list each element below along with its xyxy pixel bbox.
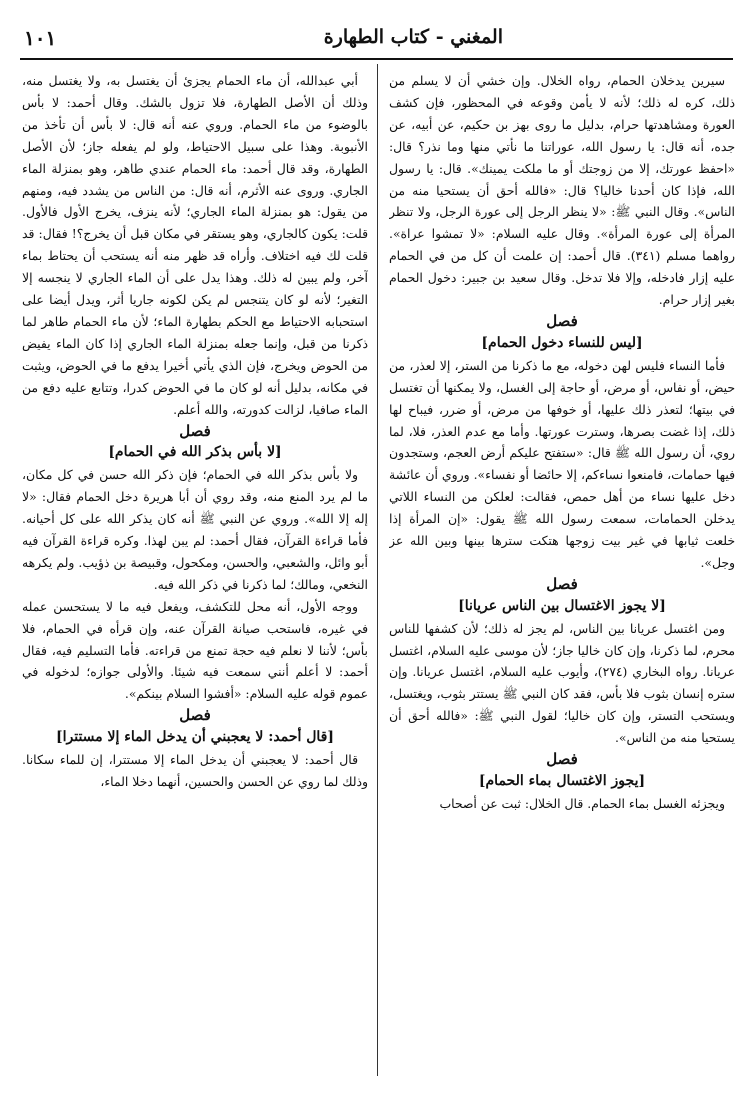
section-heading: فصل xyxy=(546,311,578,330)
paragraph: قال أحمد: لا يعجبني أن يدخل الماء إلا مستترا، إن للماء سكانا. وذلك لما روي عن الحسن والحسين، أنهما دخلا الماء، xyxy=(22,752,368,789)
section-heading: فصل xyxy=(546,750,578,769)
section-heading: فصل xyxy=(546,574,578,593)
section-heading: فصل xyxy=(179,706,211,725)
section-subtitle: [قال أحمد: لا يعجبني أن يدخل الماء إلا مستترا] xyxy=(55,729,334,746)
page-header xyxy=(20,18,733,60)
paragraph: ومن اغتسل عريانا بين الناس، لم يجز له ذلك؛ لأن كشفها للناس محرم، لما ذكرنا، وإن كان خاليا جاز؛ لأن موسى عليه السلام، اغتسل عريانا. رواه البخاري (٢٧٤)، وأيوب عليه السلام، اغتسل عريانا. وإن ستره إنسان بثوب فلا بأس، فقد كان النبي ﷺ يستتر بثوب، ويغتسل، ويستحب التستر، وإن كان خاليا؛ لقول النبي ﷺ: «فالله أحق أن يستحيا منه من الناس». xyxy=(389,620,735,746)
section-heading: فصل xyxy=(179,421,211,440)
page-number: ١٠١ xyxy=(24,26,57,50)
section-subtitle: [يجوز الاغتسال بماء الحمام] xyxy=(478,773,646,789)
paragraph: فأما النساء فليس لهن دخوله، مع ما ذكرنا من الستر، إلا لعذر، من حيض، أو نفاس، أو مرض، أو حاجة إلى الغسل، ولا يمكنها أن تغتسل في بيتها؛ لتعذر ذلك عليها، أو خوفها من مرض، أو ضرر، فيباح لها ذلك، إذا غضت بصرها، وسترت عورتها. وأما مع عدم العذر، فلا، لما روي، أن رسول الله ﷺ قال: «ستفتح عليكم أرض العجم، وستجدون فيها حمامات، فامنعوا نساءكم، إلا حائضا أو نفساء». وروي أن عائشة دخل عليها نساء من أهل حمص، فقالت: لعلكن من النساء اللاتي يدخلن الحمامات، سمعت رسول الله ﷺ يقول: «إن المرأة إذا خلعت ثيابها في غير بيت زوجها هتكت سترها بينها وبين الله عز وجل». xyxy=(389,357,735,570)
section-subtitle: [لا يجوز الاغتسال بين الناس عريانا] xyxy=(458,597,666,614)
left-column xyxy=(22,70,368,1077)
paragraph: سيرين يدخلان الحمام، رواه الخلال. وإن خشي أن لا يسلم من ذلك، كره له ذلك؛ لأنه لا يأمن وقوعه في المحظور، فإن كشف العورة ومشاهدتها حرام، بدليل ما روى بهز بن حكيم، عن أبيه، عن جده، أنه قال: يا رسول الله، عوراتنا ما نأتي منها وما نذر؟ قال: «احفظ عورتك، إلا من زوجتك أو ما ملكت يمينك». قال: يا رسول الله، فإذا كان أحدنا خاليا؟ قال: «فالله أحق أن يستحيا منه من الناس». وقال النبي ﷺ: «لا ينظر الرجل إلى عورة الرجل، ولا تنظر المرأة إلى عورة المرأة». وقال عليه السلام: «لا تمشوا عراة». رواهما مسلم (٣٤١). قال أحمد: إن علمت أن كل من في الحمام عليه إزار فادخله، وإلا فلا تدخل. وقال سعيد بن جبير: دخول الحمام بغير إزار حرام. xyxy=(389,73,735,308)
section-subtitle: [لا بأس بذكر الله في الحمام] xyxy=(108,444,282,461)
paragraph: ووجه الأول، أنه محل للتكشف، ويفعل فيه ما لا يستحسن عمله في غيره، فاستحب صيانة القرآن عنه، وإن قرأه في الحمام، فلا بأس؛ لأننا لا نعلم فيه حجة تمنع من قراءته. فأما التسليم فيه، فقال أحمد: لا أعلم أنني سمعت فيه شيئا. والأولى جوازه؛ لدخوله في عموم قوله عليه السلام: «أفشوا السلام بينكم». xyxy=(22,598,368,702)
paragraph: ويجزئه الغسل بماء الحمام. قال الخلال: ثبت عن أصحاب xyxy=(439,795,725,811)
paragraph: أبي عبدالله، أن ماء الحمام يجزئ أن يغتسل به، ولا يغتسل منه، وذلك أن الأصل الطهارة، فلا تزول بالشك. وقال أحمد: لا بأس بالوضوء من ماء الحمام. وروي عنه أنه قال: لا بأس أن تأخذ من الأنبوبة. وهذا على سبيل الاحتياط، ولو لم يفعله جاز؛ لأن الأصل الطهارة، وقد قال أحمد: ماء الحمام عندي طاهر، وهو بمنزلة الماء الجاري. وروى عنه الأثرم، أنه قال: من الناس من يشدد فيه، ومنهم من يقول: هو بمنزلة الماء الجاري؛ لأنه ينزف، يخرج الأول فالأول. قلت: يكون كالجاري، وهو يستقر في مكان قبل أن يخرج؟! فقال: قد قلت لك فيه اختلاف. وأراه قد ظهر منه أنه يستحب أن يحتاط بماء آخر، ولم يبين له ذلك. وهذا يدل على أن الماء الجاري لا ينجسه إلا التغير؛ لأنه لو كان يتنجس لم يكن لكونه جاريا أثر، ويدل أيضا على استحبابه الاحتياط مع الحكم بطهارة الماء؛ لأن ماء الحمام طاهر لما ذكرنا من قبل، وإنما جعله بمنزلة الماء الجاري إذا كان الماء يفيض من الحوض ويخرج، فإن الذي يأتي أخيرا يدفع ما في الحوض، ويثبت في مكانه، بدليل أنه لو كان ما في الحوض كدرا، وتتابع عليه دفع من الماء صافيا، لزالت كدورته، والله أعلم. xyxy=(22,73,368,417)
section-subtitle: [ليس للنساء دخول الحمام] xyxy=(481,334,643,351)
column-divider xyxy=(377,64,378,1076)
running-title: المغني - كتاب الطهارة xyxy=(323,26,503,48)
right-column xyxy=(389,70,735,1077)
paragraph: ولا بأس بذكر الله في الحمام؛ فإن ذكر الله حسن في كل مكان، ما لم يرد المنع منه، وقد روي أن أبا هريرة دخل الحمام فقال: «لا إله إلا الله». وروي عن النبي ﷺ أنه كان يذكر الله على كل أحيانه. فأما قراءة القرآن، فقال أحمد: لم يبن لهذا. وكره قراءة القرآن فيه أبو وائل، والشعبي، والحسن، ومكحول، وقبيصة بن ذؤيب. ولم يكرهه النخعي، ومالك؛ لما ذكرنا في ذكر الله فيه. xyxy=(22,467,368,592)
